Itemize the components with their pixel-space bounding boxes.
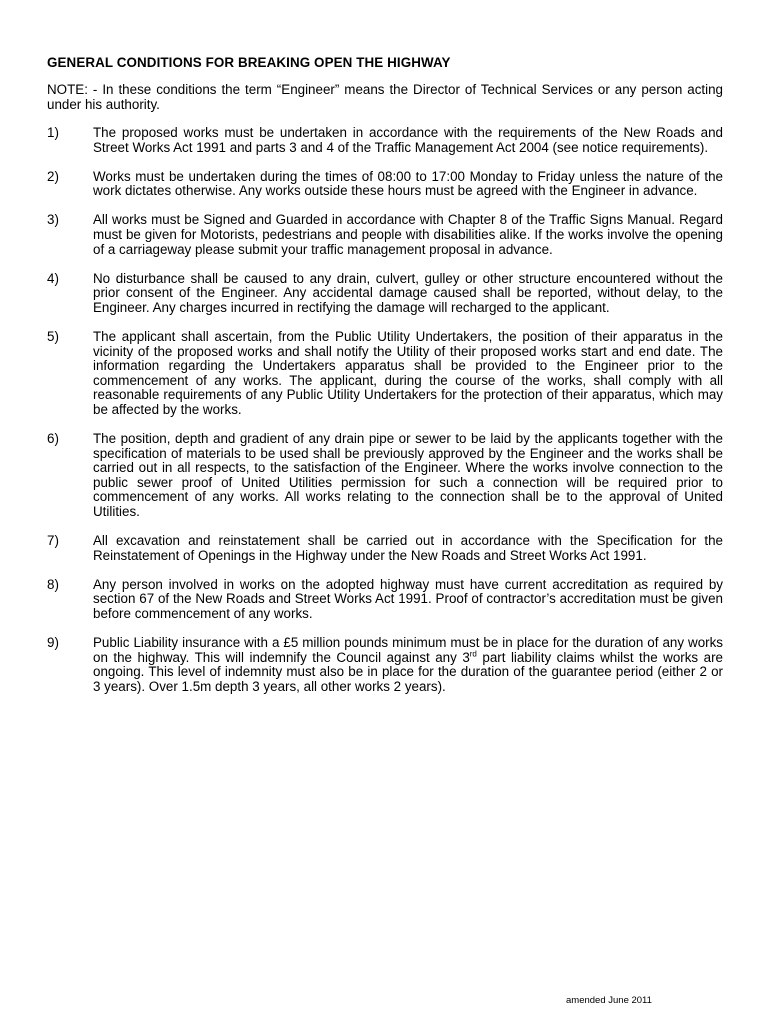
condition-item: [47, 272, 723, 316]
ordinal-superscript: rd: [469, 649, 477, 659]
condition-number: 2): [47, 168, 59, 184]
condition-number: 7): [47, 533, 59, 549]
condition-item: [47, 534, 723, 563]
condition-item: [47, 636, 723, 694]
condition-number: 8): [47, 576, 59, 592]
condition-number: 5): [47, 328, 59, 344]
condition-item: [47, 213, 723, 257]
condition-text: The proposed works must be undertaken in accordance with the requirements of the New Roads and Street Works Act 1991 and parts 3 and 4 of the Traffic Management Act 2004 (see notice requirements).: [93, 125, 723, 155]
condition-item: [47, 170, 723, 199]
definition-note: NOTE: - In these conditions the term “Engineer” means the Director of Technical Services or any person acting under his authority.: [47, 82, 723, 112]
condition-text: Any person involved in works on the adopted highway must have current accreditation as required by section 67 of the New Roads and Street Works Act 1991. Proof of contractor’s accreditation must be given before commencement of any works.: [93, 576, 723, 621]
document-title: GENERAL CONDITIONS FOR BREAKING OPEN THE HIGHWAY: [47, 55, 451, 70]
condition-text: No disturbance shall be caused to any drain, culvert, gulley or other structure encountered without the prior consent of the Engineer. Any accidental damage caused shall be reported, without delay, to the Engineer. Any charges incurred in rectifying the damage will recharged to the applicant.: [93, 270, 723, 315]
document-page: [47, 55, 723, 709]
condition-number: 1): [47, 125, 59, 140]
condition-text-part: part liability claims whilst the works are ongoing. This level of indemnity must also be in place for the duration of the guarantee period (either 2 or 3 years). Over 1.5m depth 3 years, all other works 2 years).: [93, 649, 723, 694]
condition-number: 3): [47, 212, 59, 228]
condition-item: [47, 126, 723, 155]
condition-text: [93, 636, 723, 694]
condition-text-part: Public Liability insurance with a £5 million pounds minimum must be in place for the duration of any works on the highway. This will indemnify the Council against any 3: [93, 635, 723, 665]
condition-number: 4): [47, 270, 59, 286]
condition-number: 9): [47, 635, 59, 651]
condition-number: 6): [47, 431, 59, 446]
amendment-footer: amended June 2011: [566, 995, 652, 1006]
condition-item: [47, 432, 723, 520]
condition-text: Works must be undertaken during the times of 08:00 to 17:00 Monday to Friday unless the nature of the work dictates otherwise. Any works outside these hours must be agreed with the Engineer in advance.: [93, 168, 723, 199]
condition-text: The position, depth and gradient of any drain pipe or sewer to be laid by the applicants together with the specification of materials to be used shall be previously approved by the Engineer and the works shall be carried out in all respects, to the satisfaction of the Engineer. Where the works involve connection to the public sewer proof of United Utilities permission for such a connection will be required prior to commencement of any works. All works relating to the connection shall be to the approval of United Utilities.: [93, 431, 723, 519]
condition-text: The applicant shall ascertain, from the Public Utility Undertakers, the position of their apparatus in the vicinity of the proposed works and shall notify the Utility of their proposed works start and end date. The information regarding the Undertakers apparatus shall be provided to the Engineer prior to the commencement of any works. The applicant, during the course of the works, shall comply with all reasonable requirements of any Public Utility Undertakers for the protection of their apparatus, which may be affected by the works.: [93, 328, 723, 417]
condition-item: [47, 330, 723, 418]
condition-text: All works must be Signed and Guarded in accordance with Chapter 8 of the Traffic Signs Manual. Regard must be given for Motorists, pedestrians and people with disabilities alike. If the works involve the opening of a carriageway please submit your traffic management proposal in advance.: [93, 212, 723, 257]
condition-text: All excavation and reinstatement shall be carried out in accordance with the Specification for the Reinstatement of Openings in the Highway under the New Roads and Street Works Act 1991.: [93, 533, 723, 563]
condition-item: [47, 578, 723, 622]
